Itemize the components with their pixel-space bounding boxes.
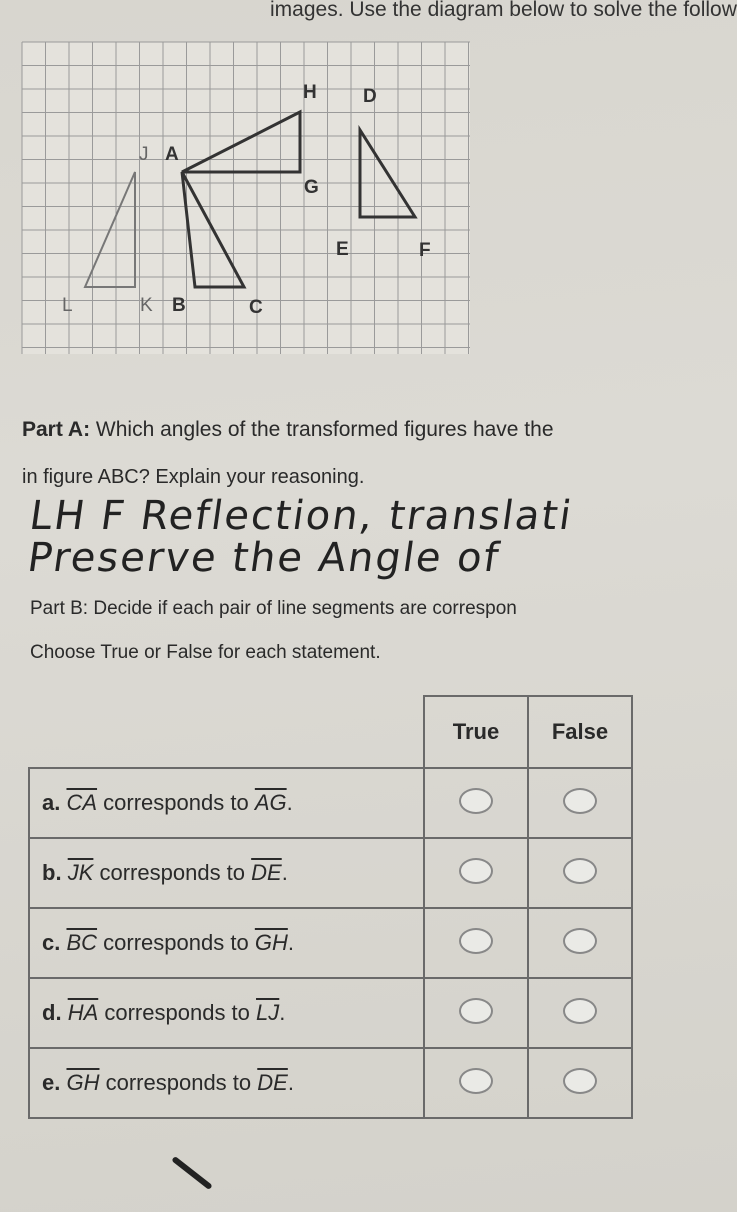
table-header-row: [29, 696, 632, 768]
row-letter: a.: [42, 790, 61, 815]
radio-true-a[interactable]: [459, 788, 493, 814]
row-end: .: [287, 1070, 294, 1095]
segment-1: HA: [67, 1000, 99, 1025]
row-text: corresponds to: [103, 930, 249, 955]
statement-a: [29, 768, 424, 838]
segment-1: BC: [66, 930, 98, 955]
false-cell: [528, 838, 632, 908]
true-cell: [424, 978, 528, 1048]
statement-e: [29, 1048, 424, 1118]
point-label-j: J: [139, 144, 149, 165]
table-row: [29, 768, 632, 838]
part-b-question: Part B: Decide if each pair of line segments are correspon: [30, 598, 517, 619]
part-b-instruction: Choose True or False for each statement.: [30, 642, 381, 663]
point-label-b: B: [172, 295, 186, 316]
false-cell: [528, 908, 632, 978]
point-label-e: E: [336, 239, 349, 260]
handwritten-answer-line2: Preserve the Angle of: [24, 535, 504, 581]
point-label-l: L: [62, 295, 73, 316]
coordinate-grid-diagram: [22, 42, 470, 354]
segment-2: AG: [254, 790, 287, 815]
table-row: [29, 908, 632, 978]
statement-d: [29, 978, 424, 1048]
statement-c: [29, 908, 424, 978]
radio-true-b[interactable]: [459, 858, 493, 884]
true-cell: [424, 768, 528, 838]
column-header-true: True: [424, 696, 528, 768]
column-header-false: False: [528, 696, 632, 768]
segment-1: GH: [66, 1070, 100, 1095]
segment-2: DE: [257, 1070, 288, 1095]
segment-2: GH: [254, 930, 288, 955]
table-row: [29, 1048, 632, 1118]
row-text: corresponds to: [105, 1070, 252, 1095]
grid-svg: [22, 42, 470, 354]
radio-true-c[interactable]: [459, 928, 493, 954]
true-cell: [424, 1048, 528, 1118]
row-text: corresponds to: [103, 790, 249, 815]
true-false-table: [28, 695, 633, 1119]
point-label-h: H: [303, 82, 317, 103]
row-end: .: [286, 790, 293, 815]
table-header-blank: [29, 696, 424, 768]
point-label-d: D: [363, 86, 377, 107]
radio-false-c[interactable]: [563, 928, 597, 954]
true-cell: [424, 838, 528, 908]
false-cell: [528, 1048, 632, 1118]
row-text: corresponds to: [99, 860, 246, 885]
point-label-g: G: [304, 177, 319, 198]
triangle-ahg: [182, 112, 300, 172]
row-letter: d.: [42, 1000, 62, 1025]
row-letter: b.: [42, 860, 62, 885]
segment-2: DE: [251, 860, 282, 885]
part-a-question-line1: Which angles of the transformed figures have the: [95, 418, 554, 441]
point-label-a: A: [165, 144, 179, 165]
point-label-c: C: [249, 297, 263, 318]
radio-false-d[interactable]: [563, 998, 597, 1024]
handwritten-answer-line1: LH F Reflection, translati: [26, 493, 576, 539]
row-letter: c.: [42, 930, 61, 955]
radio-true-d[interactable]: [459, 998, 493, 1024]
point-label-k: K: [140, 295, 153, 316]
false-cell: [528, 768, 632, 838]
segment-1: JK: [67, 860, 94, 885]
row-letter: e.: [42, 1070, 61, 1095]
false-cell: [528, 978, 632, 1048]
part-a-question-line2: in figure ABC? Explain your reasoning.: [22, 466, 365, 488]
point-label-f: F: [419, 240, 431, 261]
table-row: [29, 978, 632, 1048]
pen-mark: [171, 1156, 213, 1190]
triangle-def: [360, 130, 415, 217]
radio-true-e[interactable]: [459, 1068, 493, 1094]
segment-1: CA: [66, 790, 98, 815]
part-a-question: [22, 418, 554, 442]
true-cell: [424, 908, 528, 978]
table-row: [29, 838, 632, 908]
intro-text: images. Use the diagram below to solve the follow: [270, 0, 737, 21]
radio-false-b[interactable]: [563, 858, 597, 884]
row-end: .: [281, 860, 288, 885]
row-end: .: [279, 1000, 286, 1025]
segment-2: LJ: [256, 1000, 280, 1025]
radio-false-a[interactable]: [563, 788, 597, 814]
radio-false-e[interactable]: [563, 1068, 597, 1094]
statement-b: [29, 838, 424, 908]
row-end: .: [287, 930, 294, 955]
part-a-label: Part A:: [22, 418, 91, 441]
row-text: corresponds to: [104, 1000, 250, 1025]
